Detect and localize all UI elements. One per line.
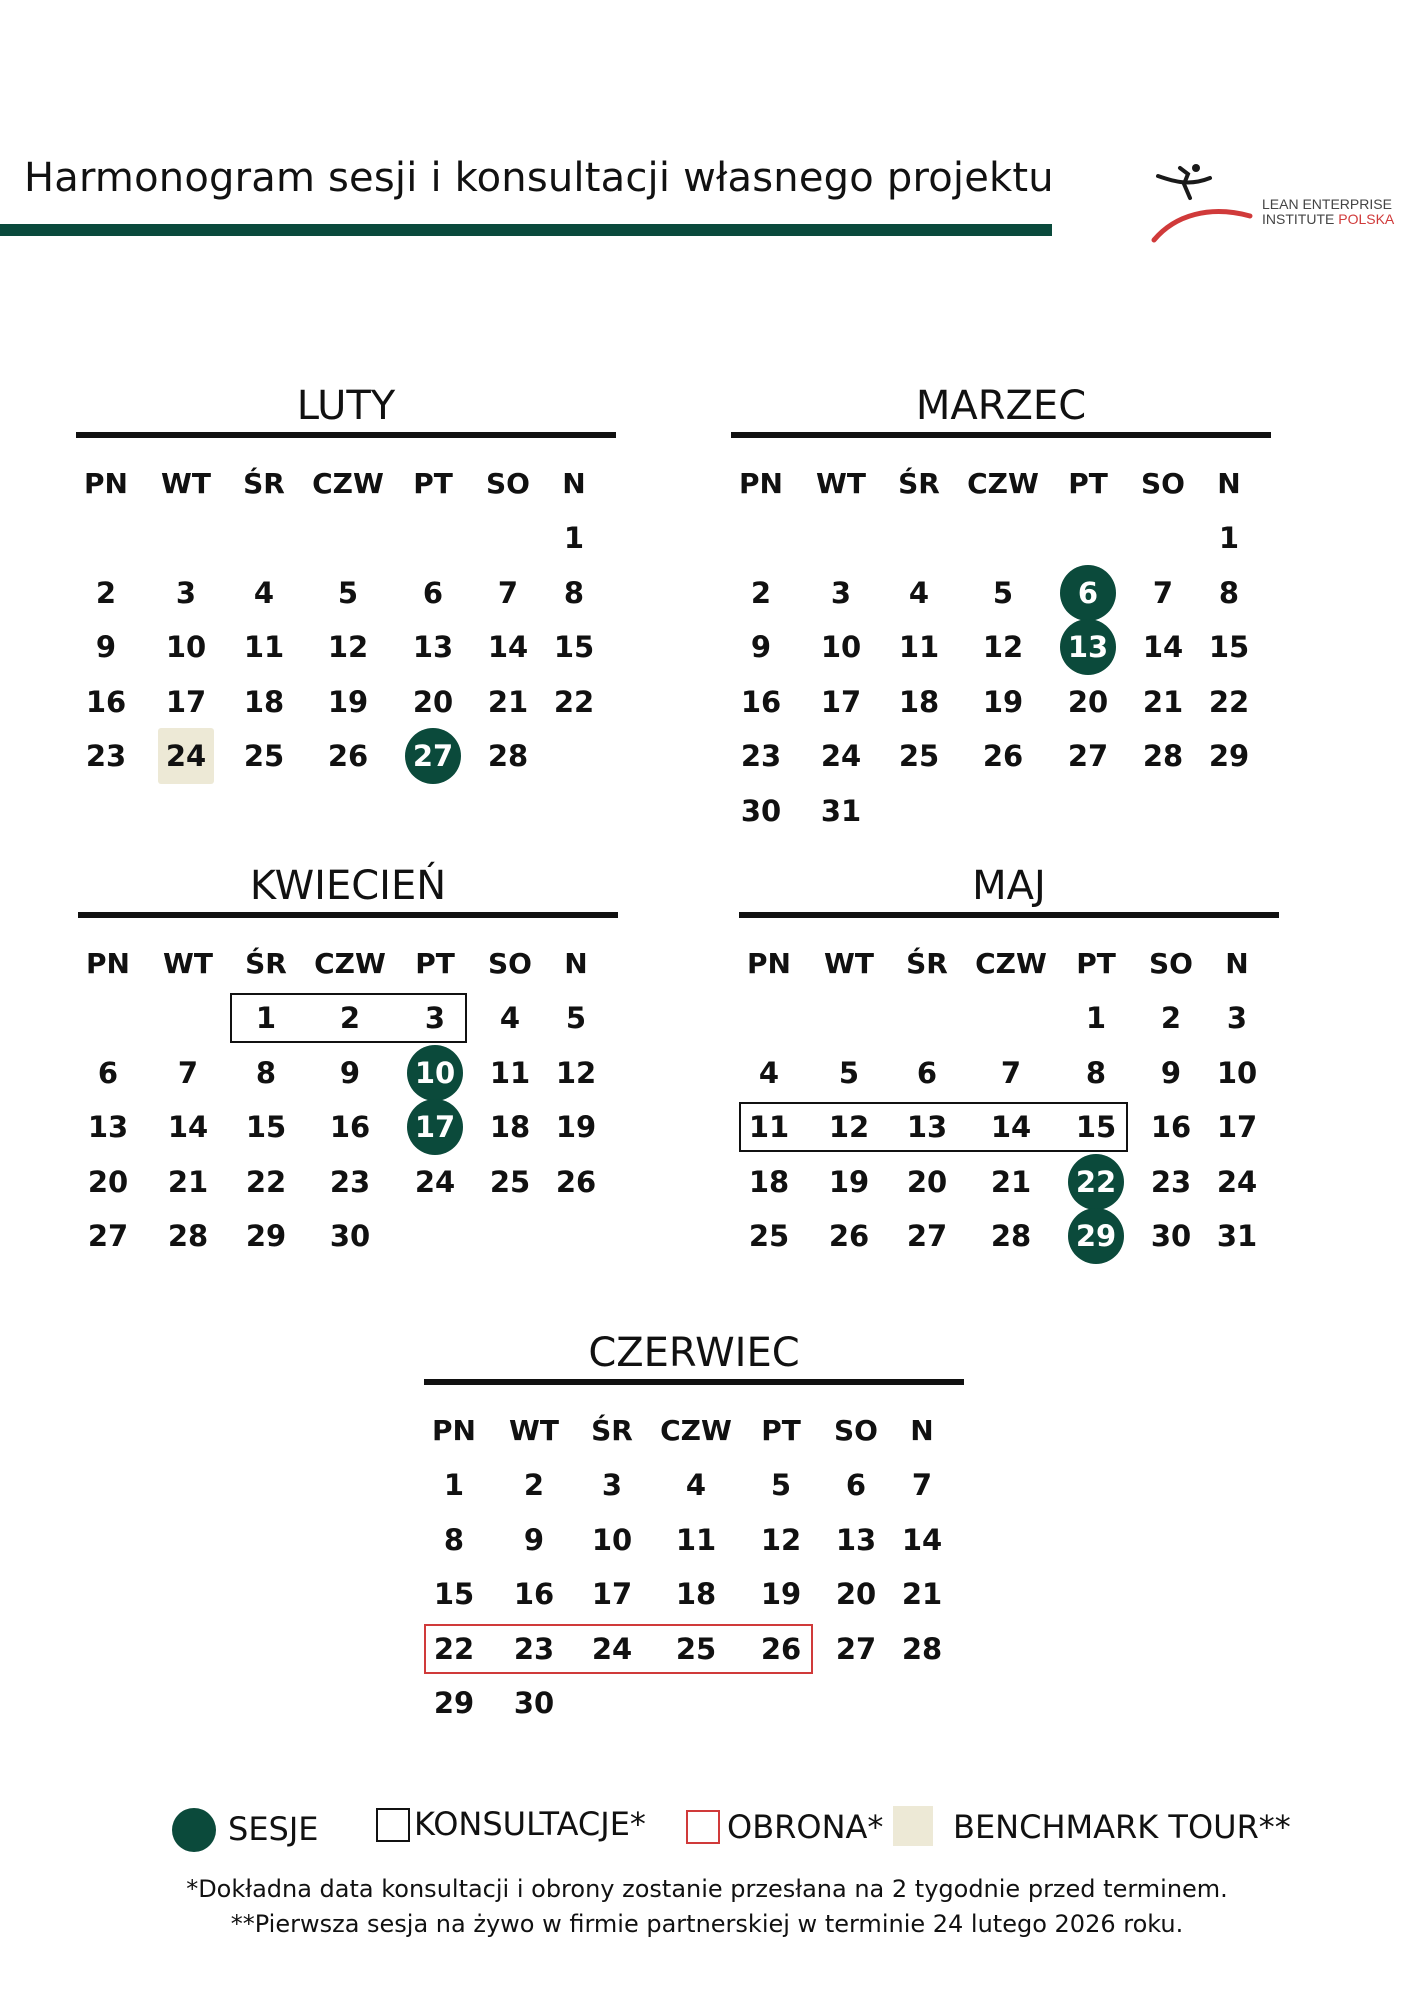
konsultacje-range-box	[230, 993, 467, 1043]
weekday-header: N	[1217, 466, 1241, 500]
day-cell: 13	[87, 1110, 129, 1144]
weekday-header: WT	[161, 466, 211, 500]
weekday-header: ŚR	[906, 946, 948, 980]
day-cell: 13	[412, 630, 454, 664]
day-cell: 24	[1216, 1164, 1258, 1199]
day-cell: 23	[740, 739, 782, 773]
day-cell: 3	[1226, 1001, 1248, 1035]
day-cell: 30	[740, 793, 782, 828]
day-cell: 25	[898, 739, 940, 773]
month-name: MARZEC	[915, 383, 1087, 429]
day-cell: 26	[760, 1631, 802, 1666]
weekday-header: PN	[432, 1413, 476, 1447]
legend-benchmark-label: BENCHMARK TOUR**	[953, 1808, 1291, 1846]
weekday-header: PT	[1076, 946, 1116, 980]
day-cell: 18	[898, 684, 940, 719]
day-cell: 7	[1000, 1055, 1022, 1090]
day-cell: 8	[563, 575, 585, 610]
day-cell: 17	[1216, 1110, 1258, 1144]
day-cell: 27	[906, 1219, 948, 1253]
day-cell: 5	[838, 1055, 860, 1090]
month-name: MAJ	[972, 863, 1046, 909]
day-cell: 12	[555, 1055, 597, 1090]
day-cell: 7	[497, 575, 519, 610]
day-cell: 17	[591, 1577, 633, 1611]
lean-enterprise-logo	[1150, 160, 1395, 250]
day-cell: 26	[555, 1164, 597, 1199]
day-cell: 14	[990, 1110, 1032, 1144]
weekday-header: CZW	[660, 1413, 732, 1447]
weekday-header: N	[1225, 946, 1249, 980]
day-cell: 27	[87, 1219, 129, 1253]
weekday-header: N	[564, 946, 588, 980]
day-cell: 4	[253, 575, 275, 610]
konsultacje-range-box	[739, 1102, 1128, 1152]
day-cell: 26	[327, 739, 369, 773]
day-cell: 17	[165, 684, 207, 719]
day-cell: 12	[982, 630, 1024, 664]
day-cell: 14	[167, 1110, 209, 1144]
day-cell: 18	[243, 684, 285, 719]
day-cell: 20	[87, 1164, 129, 1199]
day-cell: 27	[1067, 739, 1109, 773]
title-underline	[0, 224, 1052, 236]
day-cell: 14	[487, 630, 529, 664]
logo-text-line1: LEAN ENTERPRISE	[1262, 196, 1392, 212]
day-cell: 1	[563, 521, 585, 555]
weekday-header: PN	[739, 466, 783, 500]
weekday-header: PN	[84, 466, 128, 500]
weekday-header: WT	[816, 466, 866, 500]
day-cell: 13	[835, 1522, 877, 1557]
day-cell: 21	[901, 1577, 943, 1611]
weekday-header: PT	[761, 1413, 801, 1447]
day-cell: 30	[329, 1219, 371, 1253]
day-cell-sesja: 29	[1068, 1208, 1124, 1264]
day-cell: 28	[167, 1219, 209, 1253]
day-cell-sesja: 13	[1060, 619, 1116, 675]
page-title: Harmonogram sesji i konsultacji własnego projektu	[24, 155, 1054, 201]
day-cell: 28	[901, 1631, 943, 1666]
day-cell: 28	[1142, 739, 1184, 773]
weekday-header: ŚR	[245, 946, 287, 980]
weekday-header: PN	[747, 946, 791, 980]
day-cell: 11	[243, 630, 285, 664]
day-cell: 14	[1142, 630, 1184, 664]
day-cell: 19	[327, 684, 369, 719]
day-cell: 10	[591, 1522, 633, 1557]
weekday-header: SO	[1141, 466, 1185, 500]
day-cell: 2	[95, 575, 117, 610]
day-cell: 16	[85, 684, 127, 719]
footnote-1: *Dokładna data konsultacji i obrony zostanie przesłana na 2 tygodnie przed terminem.	[186, 1875, 1228, 1903]
weekday-header: PN	[86, 946, 130, 980]
month-maj	[739, 860, 1279, 1253]
day-cell: 27	[835, 1631, 877, 1666]
day-cell: 15	[553, 630, 595, 664]
day-cell: 19	[982, 684, 1024, 719]
month-name: KWIECIEŃ	[249, 863, 447, 909]
footnotes	[0, 1872, 1414, 1942]
day-cell: 21	[990, 1164, 1032, 1199]
benchmark-swatch	[893, 1806, 933, 1846]
day-cell: 15	[245, 1110, 287, 1144]
day-cell: 23	[1150, 1164, 1192, 1199]
day-cell: 30	[1150, 1219, 1192, 1253]
day-cell: 25	[243, 739, 285, 773]
obrona-swatch	[686, 1810, 720, 1844]
month-marzec	[731, 380, 1271, 828]
day-cell: 5	[565, 1001, 587, 1035]
day-cell: 21	[1142, 684, 1184, 719]
legend	[0, 1790, 1414, 1850]
day-cell: 11	[748, 1110, 790, 1144]
day-cell: 6	[845, 1468, 867, 1502]
day-cell-sesja: 10	[407, 1045, 463, 1101]
weekday-header: N	[910, 1413, 934, 1447]
day-cell: 19	[828, 1164, 870, 1199]
day-cell-benchmark: 24	[158, 728, 214, 784]
day-cell: 2	[1160, 1001, 1182, 1035]
day-cell-sesja: 17	[407, 1099, 463, 1155]
day-cell: 8	[1085, 1055, 1107, 1090]
weekday-header: WT	[163, 946, 213, 980]
weekday-header: SO	[486, 466, 530, 500]
calendar-grid	[78, 918, 618, 1253]
day-cell: 7	[1152, 575, 1174, 610]
weekday-header: WT	[509, 1413, 559, 1447]
day-cell: 5	[992, 575, 1014, 610]
day-cell: 26	[828, 1219, 870, 1253]
day-cell: 22	[1208, 684, 1250, 719]
day-cell: 20	[835, 1577, 877, 1611]
logo-text-line2: INSTITUTE POLSKA	[1262, 211, 1395, 227]
day-cell: 4	[685, 1468, 707, 1502]
day-cell: 8	[1218, 575, 1240, 610]
day-cell: 25	[489, 1164, 531, 1199]
day-cell: 26	[982, 739, 1024, 773]
weekday-header: SO	[488, 946, 532, 980]
day-cell: 12	[327, 630, 369, 664]
obrona-range-box	[424, 1624, 813, 1674]
day-cell: 3	[424, 1001, 446, 1035]
day-cell: 3	[830, 575, 852, 610]
weekday-header: PT	[415, 946, 455, 980]
month-kwiecien	[78, 860, 618, 1253]
day-cell: 20	[906, 1164, 948, 1199]
day-cell: 17	[820, 684, 862, 719]
day-cell: 15	[433, 1577, 475, 1611]
weekday-header: ŚR	[898, 466, 940, 500]
day-cell: 24	[414, 1164, 456, 1199]
weekday-header: PT	[413, 466, 453, 500]
day-cell: 2	[339, 1001, 361, 1035]
month-name: CZERWIEC	[588, 1330, 800, 1376]
day-cell: 23	[513, 1631, 555, 1666]
day-cell: 22	[553, 684, 595, 719]
day-cell: 10	[820, 630, 862, 664]
day-cell: 16	[513, 1577, 555, 1611]
day-cell: 8	[255, 1055, 277, 1090]
day-cell: 9	[750, 630, 772, 664]
day-cell: 16	[329, 1110, 371, 1144]
weekday-header: CZW	[967, 466, 1039, 500]
day-cell: 19	[760, 1577, 802, 1611]
day-cell: 6	[97, 1055, 119, 1090]
day-cell: 9	[523, 1522, 545, 1557]
day-cell-sesja: 27	[405, 728, 461, 784]
calendar-grid	[76, 438, 616, 773]
day-cell: 11	[675, 1522, 717, 1557]
weekday-header: SO	[834, 1413, 878, 1447]
day-cell: 5	[770, 1468, 792, 1502]
footnote-2: **Pierwsza sesja na żywo w firmie partnerskiej w terminie 24 lutego 2026 roku.	[230, 1910, 1184, 1938]
month-czerwiec	[424, 1327, 964, 1720]
day-cell: 2	[750, 575, 772, 610]
day-cell: 23	[85, 739, 127, 773]
weekday-header: CZW	[314, 946, 386, 980]
day-cell: 16	[1150, 1110, 1192, 1144]
day-cell: 10	[165, 630, 207, 664]
day-cell: 18	[489, 1110, 531, 1144]
day-cell: 24	[820, 739, 862, 773]
calendar-grid	[739, 918, 1279, 1253]
day-cell: 28	[990, 1219, 1032, 1253]
day-cell: 20	[412, 684, 454, 719]
day-cell: 20	[1067, 684, 1109, 719]
day-cell: 9	[95, 630, 117, 664]
day-cell: 1	[443, 1468, 465, 1502]
day-cell: 29	[433, 1686, 475, 1720]
day-cell: 18	[675, 1577, 717, 1611]
day-cell: 29	[245, 1219, 287, 1253]
day-cell: 7	[177, 1055, 199, 1090]
day-cell: 1	[1085, 1001, 1107, 1035]
day-cell: 11	[898, 630, 940, 664]
legend-konsultacje-label: KONSULTACJE*	[414, 1805, 646, 1843]
day-cell: 6	[422, 575, 444, 610]
day-cell: 31	[820, 793, 862, 828]
day-cell: 16	[740, 684, 782, 719]
day-cell: 18	[748, 1164, 790, 1199]
month-luty	[76, 380, 616, 773]
day-cell: 15	[1075, 1110, 1117, 1144]
day-cell: 15	[1208, 630, 1250, 664]
day-cell: 25	[748, 1219, 790, 1253]
weekday-header: CZW	[975, 946, 1047, 980]
legend-obrona-label: OBRONA*	[727, 1808, 884, 1846]
day-cell: 28	[487, 739, 529, 773]
weekday-header: SO	[1149, 946, 1193, 980]
day-cell: 31	[1216, 1219, 1258, 1253]
day-cell: 25	[675, 1631, 717, 1666]
day-cell: 29	[1208, 739, 1250, 773]
konsultacje-swatch	[376, 1808, 410, 1842]
day-cell: 3	[175, 575, 197, 610]
day-cell: 22	[433, 1631, 475, 1666]
day-cell: 22	[245, 1164, 287, 1199]
weekday-header: WT	[824, 946, 874, 980]
day-cell: 19	[555, 1110, 597, 1144]
calendar-grid	[424, 1385, 964, 1720]
day-cell: 1	[1218, 521, 1240, 555]
day-cell: 8	[443, 1522, 465, 1557]
legend-sesje-label: SESJE	[228, 1810, 319, 1848]
day-cell: 9	[1160, 1055, 1182, 1090]
day-cell: 21	[167, 1164, 209, 1199]
day-cell: 30	[513, 1686, 555, 1720]
day-cell: 10	[1216, 1055, 1258, 1090]
day-cell: 21	[487, 684, 529, 719]
calendar-grid	[731, 438, 1271, 828]
day-cell: 12	[828, 1110, 870, 1144]
day-cell: 4	[499, 1001, 521, 1035]
day-cell: 12	[760, 1522, 802, 1557]
day-cell: 23	[329, 1164, 371, 1199]
day-cell: 5	[337, 575, 359, 610]
sesje-swatch	[172, 1808, 216, 1852]
day-cell: 7	[911, 1468, 933, 1502]
day-cell-sesja: 6	[1060, 565, 1116, 621]
day-cell: 13	[906, 1110, 948, 1144]
day-cell-sesja: 22	[1068, 1154, 1124, 1210]
weekday-header: ŚR	[591, 1413, 633, 1447]
day-cell: 6	[916, 1055, 938, 1090]
day-cell: 14	[901, 1522, 943, 1557]
weekday-header: ŚR	[243, 466, 285, 500]
day-cell: 4	[908, 575, 930, 610]
day-cell: 2	[523, 1468, 545, 1502]
weekday-header: CZW	[312, 466, 384, 500]
day-cell: 11	[489, 1055, 531, 1090]
weekday-header: N	[562, 466, 586, 500]
day-cell: 24	[591, 1631, 633, 1666]
day-cell: 3	[601, 1468, 623, 1502]
day-cell: 9	[339, 1055, 361, 1090]
day-cell: 4	[758, 1055, 780, 1090]
weekday-header: PT	[1068, 466, 1108, 500]
month-name: LUTY	[296, 383, 396, 429]
day-cell: 1	[255, 1001, 277, 1035]
